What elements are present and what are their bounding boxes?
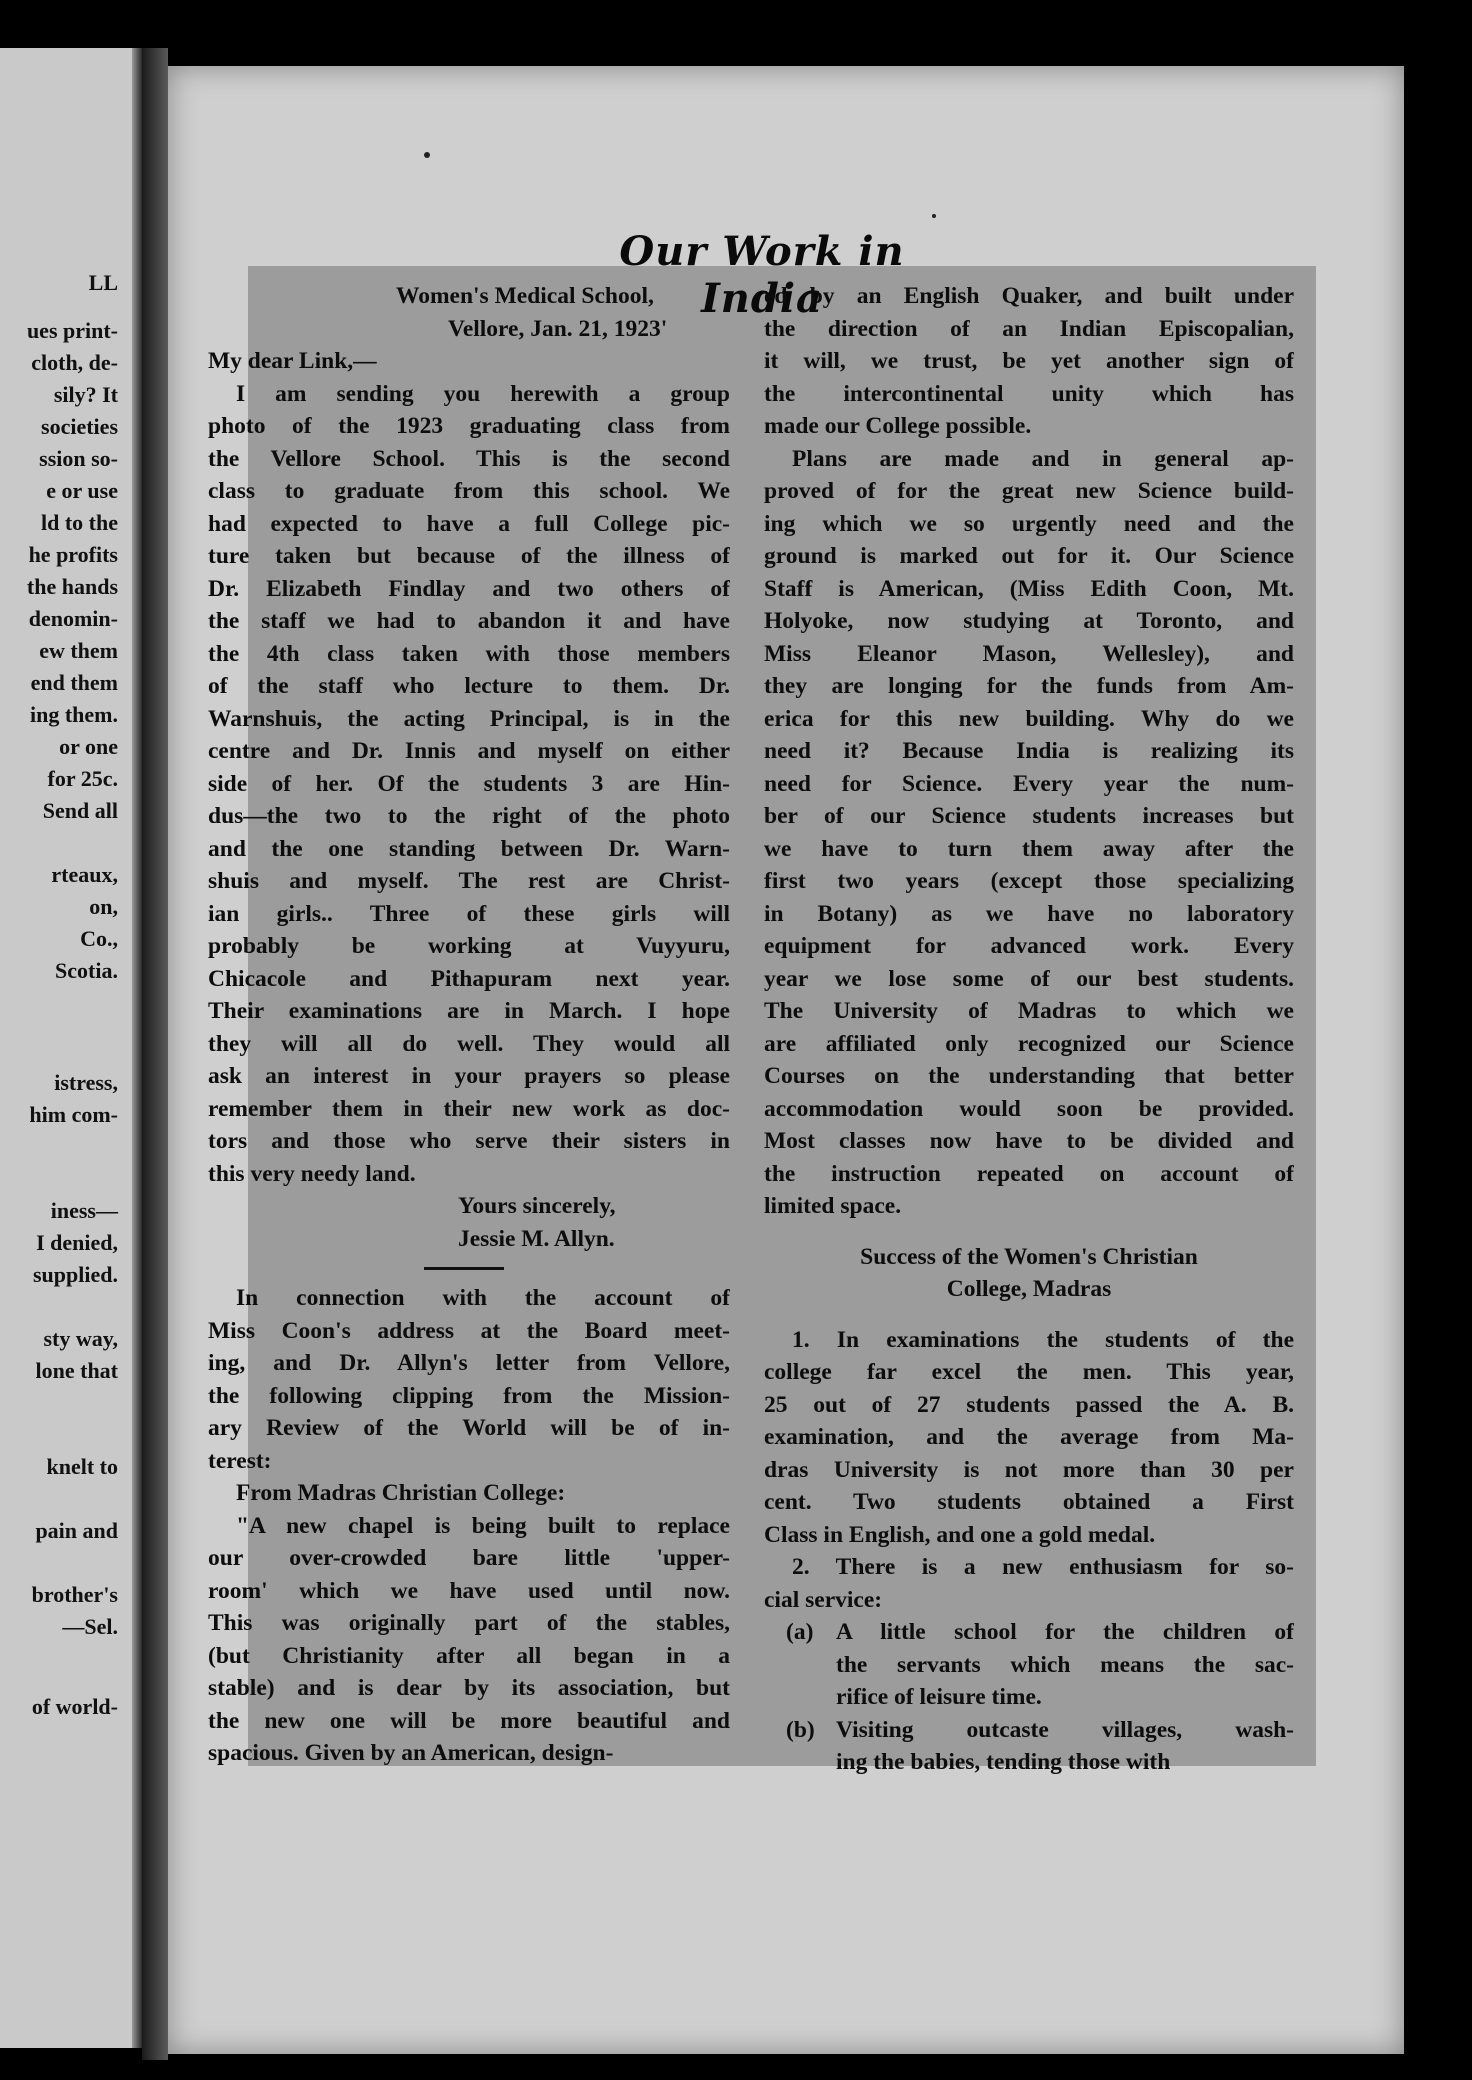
letter-line: ask an interest in your prayers so please <box>208 1063 730 1089</box>
binding-shadow <box>142 48 168 2060</box>
plans-line: need it? Because India is realizing its <box>764 738 1294 764</box>
right-column <box>764 280 1294 1779</box>
signature: Jessie M. Allyn. <box>458 1225 615 1252</box>
sub-item-b-label: (b) <box>786 1716 815 1743</box>
madras-line: room' which we have used until now. <box>208 1577 730 1604</box>
left-column <box>208 280 730 1770</box>
adjacent-page-line: LL <box>88 270 118 295</box>
madras-line: This was originally part of the stables, <box>208 1610 730 1636</box>
plans-line: ground is marked out for it. Our Science <box>764 543 1294 569</box>
item1-line: 25 out of 27 students passed the A. B. <box>764 1391 1294 1418</box>
adjacent-page-line: I denied, <box>36 1230 118 1255</box>
adjacent-page-line: the hands <box>26 574 118 599</box>
sub-a-line: A little school for the children of <box>836 1619 1294 1645</box>
sub-b-line: ing the babies, tending those with <box>836 1749 1171 1775</box>
adjacent-page-line: rteaux, <box>51 862 118 887</box>
connection-line: Miss Coon's address at the Board meet- <box>208 1317 730 1344</box>
section-divider <box>424 1267 504 1270</box>
plans-line: ing which we so urgently need and the <box>764 510 1294 537</box>
adjacent-page-line: societies <box>41 414 118 439</box>
success-heading-2: College, Madras <box>946 1276 1112 1302</box>
sub-item-a-label: (a) <box>786 1619 814 1645</box>
speck <box>932 214 936 218</box>
letter-header-2: Vellore, Jan. 21, 1923' <box>448 315 668 342</box>
sub-item-a <box>764 1616 1294 1714</box>
plans-line: Courses on the understanding that better <box>764 1063 1294 1089</box>
madras-line: (but Christianity after all began in a <box>208 1642 730 1669</box>
page-title: Our Work in India <box>619 228 905 322</box>
plans-line: proved of for the great new Science build- <box>764 478 1294 504</box>
letter-line: they will all do well. They would all <box>208 1030 730 1057</box>
letter-line: remember them in their new work as doc- <box>208 1095 730 1122</box>
success-item-1 <box>764 1324 1294 1552</box>
letter-line: Chicacole and Pithapuram next year. <box>208 965 730 992</box>
letter-line: side of her. Of the students 3 are Hin- <box>208 770 730 797</box>
madras-line: spacious. Given by an American, design- <box>208 1740 614 1766</box>
letter-line: and the one standing between Dr. Warn- <box>208 835 730 862</box>
letter-line: probably be working at Vuyyuru, <box>208 933 730 959</box>
adjacent-page-line: sily? It <box>53 382 118 407</box>
plans-line: Plans are made and in general ap- <box>792 445 1294 472</box>
adjacent-page-line: end them <box>30 670 118 695</box>
adjacent-page-line: or one <box>59 734 118 759</box>
plans-line: accommodation would soon be provided. <box>764 1095 1294 1122</box>
connection-line: ary Review of the World will be of in- <box>208 1415 730 1441</box>
plans-line: equipment for advanced work. Every <box>764 933 1294 959</box>
adjacent-page-line: iness— <box>50 1198 118 1223</box>
adjacent-page-line: him com- <box>29 1102 118 1127</box>
adjacent-page-line: ssion so- <box>39 446 118 471</box>
letter-line: this very needy land. <box>208 1160 416 1187</box>
madras-quote <box>208 1510 730 1770</box>
adjacent-page-line: ues print- <box>26 318 118 343</box>
adjacent-page-line: Scotia. <box>55 958 118 983</box>
item1-line: dras University is not more than 30 per <box>764 1456 1294 1483</box>
plans-line: the instruction repeated on account of <box>764 1160 1294 1187</box>
plans-line: limited space. <box>764 1193 902 1219</box>
sub-b-line: Visiting outcaste villages, wash- <box>836 1716 1294 1743</box>
connection-line: In connection with the account of <box>236 1285 730 1311</box>
adjacent-page-line: ing them. <box>30 702 118 727</box>
adjacent-page-line: denomin- <box>28 606 118 631</box>
madras-line: our over-crowded bare little 'upper- <box>208 1545 730 1571</box>
letter-line: dus—the two to the right of the photo <box>208 803 730 829</box>
plans-line: Miss Eleanor Mason, Wellesley), and <box>764 640 1294 667</box>
item1-line: college far excel the men. This year, <box>764 1359 1294 1385</box>
adjacent-page-line: brother's <box>31 1582 118 1607</box>
adjacent-page-line: ld to the <box>41 510 118 535</box>
salutation: My dear Link,— <box>208 348 377 374</box>
item2-line: 2. There is a new enthusiasm for so- <box>792 1554 1294 1580</box>
letter-line: had expected to have a full College pic- <box>208 510 730 537</box>
success-item-2 <box>764 1551 1294 1616</box>
letter-line: ian girls.. Three of these girls will <box>208 900 730 927</box>
adjacent-page-line: Co., <box>80 926 118 951</box>
adjacent-page-line: —Sel. <box>62 1614 118 1639</box>
adjacent-page-line: ew them <box>39 638 118 663</box>
letter-line: ture taken but because of the illness of <box>208 543 730 569</box>
item1-line: Class in English, and one a gold medal. <box>764 1521 1156 1548</box>
success-heading-1: Success of the Women's Christian <box>860 1243 1198 1270</box>
adjacent-page-line: knelt to <box>46 1454 118 1479</box>
continued-line: ed by an English Quaker, and built under <box>764 283 1294 309</box>
connection-line: ing, and Dr. Allyn's letter from Vellore, <box>208 1350 730 1376</box>
adjacent-page-line: Send all <box>42 798 118 823</box>
madras-line: stable) and is dear by its association, but <box>208 1675 730 1701</box>
plans-line: first two years (except those specializing <box>764 868 1294 894</box>
adjacent-page <box>0 48 142 2048</box>
adjacent-page-line: of world- <box>31 1694 118 1719</box>
letter-body <box>208 378 730 1191</box>
plans-line: they are longing for the funds from Am- <box>764 673 1294 699</box>
connection-paragraph <box>208 1282 730 1477</box>
adjacent-page-line: on, <box>89 894 118 919</box>
adjacent-page-line: he profits <box>28 542 118 567</box>
speck <box>424 152 430 158</box>
sub-a-line: the servants which means the sac- <box>836 1651 1294 1678</box>
continued-line: the intercontinental unity which has <box>764 380 1294 407</box>
sub-item-b <box>764 1714 1294 1779</box>
connection-line: terest: <box>208 1447 272 1474</box>
continued-line: the direction of an Indian Episcopalian, <box>764 315 1294 342</box>
item1-line: cent. Two students obtained a First <box>764 1489 1294 1515</box>
continued-line: made our College possible. <box>764 413 1032 439</box>
adjacent-page-line: istress, <box>54 1070 118 1095</box>
item1-line: 1. In examinations the students of the <box>792 1326 1294 1353</box>
item1-line: examination, and the average from Ma- <box>764 1424 1294 1450</box>
plans-paragraph <box>764 443 1294 1223</box>
adjacent-page-line: for 25c. <box>47 766 118 791</box>
letter-line: class to graduate from this school. We <box>208 478 730 504</box>
adjacent-page-line: supplied. <box>33 1262 118 1287</box>
plans-line: year we lose some of our best students. <box>764 965 1294 992</box>
letter-line: the staff we had to abandon it and have <box>208 608 730 634</box>
plans-line: The University of Madras to which we <box>764 998 1294 1024</box>
continued-line: it will, we trust, be yet another sign of <box>764 348 1294 374</box>
plans-line: ber of our Science students increases but <box>764 803 1294 829</box>
adjacent-page-line: cloth, de- <box>31 350 118 375</box>
letter-line: the Vellore School. This is the second <box>208 445 730 472</box>
letter-line: Their examinations are in March. I hope <box>208 998 730 1024</box>
plans-line: Staff is American, (Miss Edith Coon, Mt. <box>764 575 1294 602</box>
plans-line: need for Science. Every year the num- <box>764 770 1294 797</box>
adjacent-page-line: sty way, <box>43 1326 118 1351</box>
continued-quote <box>764 280 1294 443</box>
letter-line: photo of the 1923 graduating class from <box>208 413 730 439</box>
letter-line: Warnshuis, the acting Principal, is in the <box>208 705 730 732</box>
connection-line: the following clipping from the Mission- <box>208 1382 730 1409</box>
plans-line: Most classes now have to be divided and <box>764 1128 1294 1154</box>
plans-line: we have to turn them away after the <box>764 835 1294 862</box>
madras-line: the new one will be more beautiful and <box>208 1707 730 1734</box>
letter-line: shuis and myself. The rest are Christ- <box>208 868 730 894</box>
page-gutter <box>132 48 142 2048</box>
letter-line: the 4th class taken with those members <box>208 640 730 667</box>
adjacent-page-line: lone that <box>35 1358 118 1383</box>
plans-line: erica for this new building. Why do we <box>764 705 1294 732</box>
item2-line: cial service: <box>764 1586 883 1613</box>
madras-line: "A new chapel is being built to replace <box>236 1512 730 1539</box>
adjacent-page-line: e or use <box>46 478 118 503</box>
plans-line: are affiliated only recognized our Science <box>764 1030 1294 1057</box>
letter-line: centre and Dr. Innis and myself on either <box>208 738 730 764</box>
closing: Yours sincerely, <box>458 1193 616 1219</box>
letter-line: tors and those who serve their sisters in <box>208 1128 730 1154</box>
adjacent-page-line: pain and <box>35 1518 118 1543</box>
letter-line: Dr. Elizabeth Findlay and two others of <box>208 575 730 602</box>
plans-line: Holyoke, now studying at Toronto, and <box>764 608 1294 634</box>
letter-line: of the staff who lecture to them. Dr. <box>208 673 730 699</box>
sub-a-line: rifice of leisure time. <box>836 1684 1042 1710</box>
plans-line: in Botany) as we have no laboratory <box>764 900 1294 927</box>
madras-heading: From Madras Christian College: <box>236 1480 566 1506</box>
letter-line: I am sending you herewith a group <box>236 380 730 407</box>
letter-header-1: Women's Medical School, <box>396 283 654 309</box>
